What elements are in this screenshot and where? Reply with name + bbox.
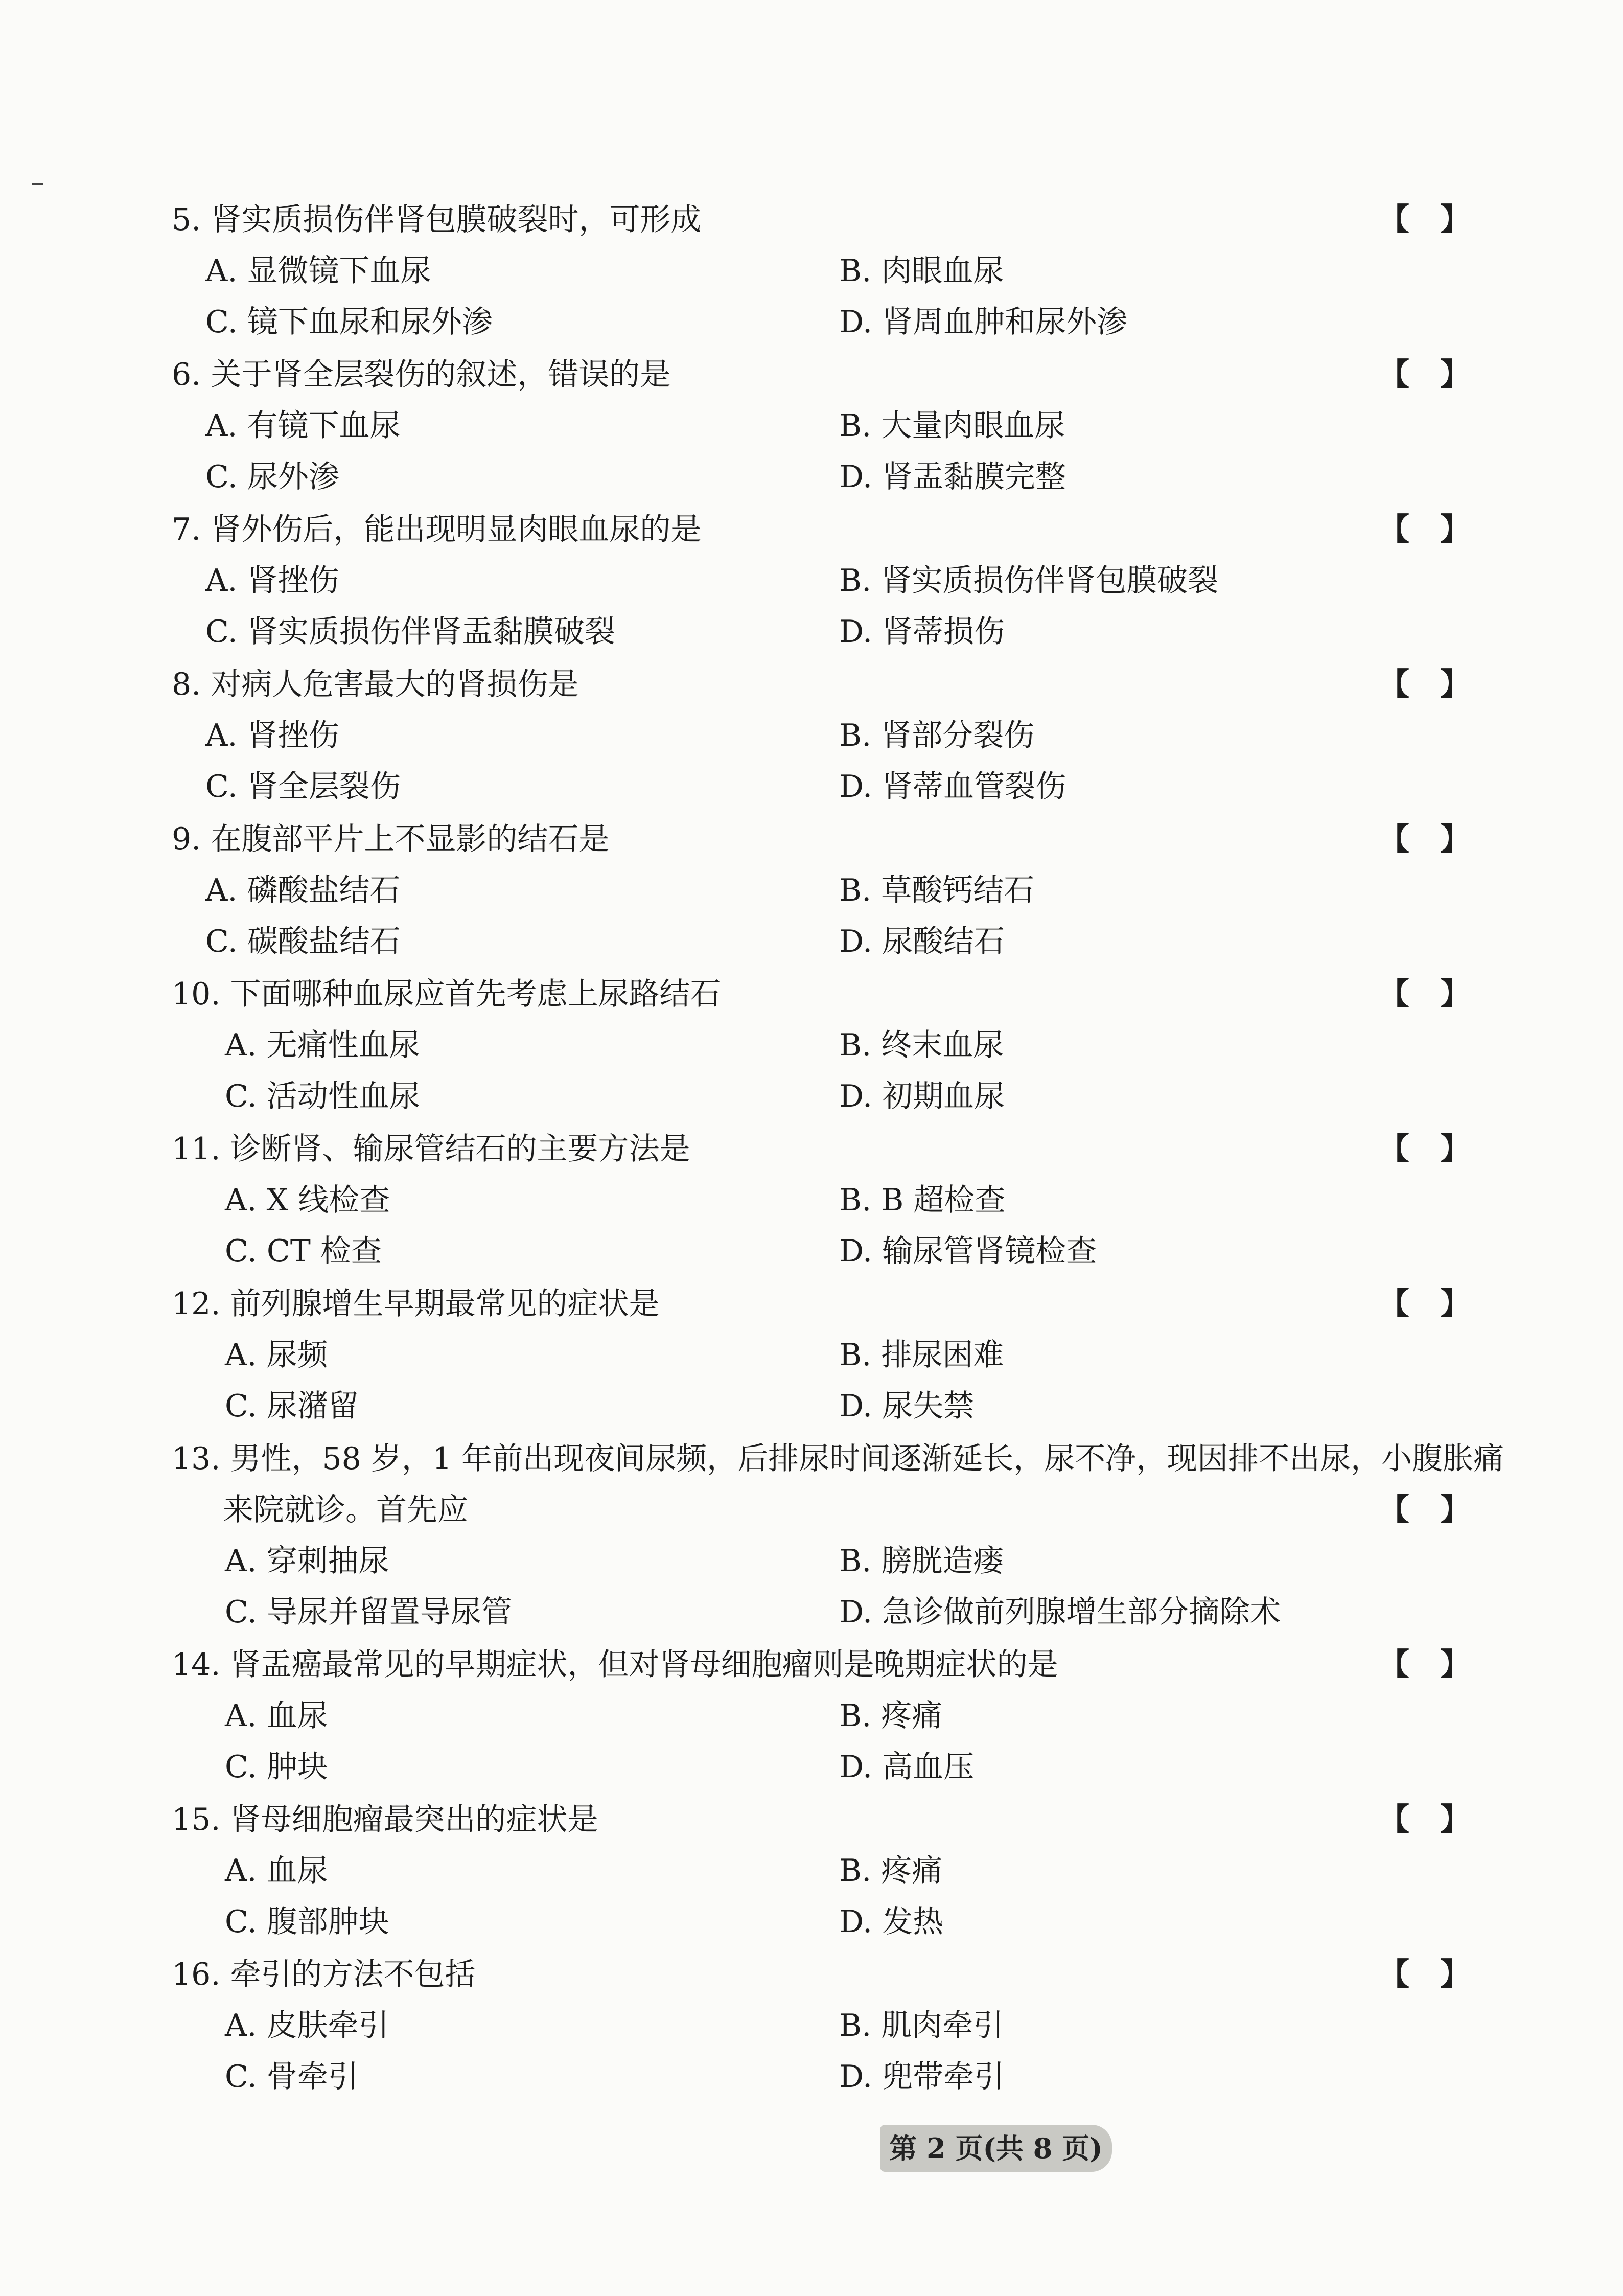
question-15 [172,1794,1521,1845]
page-number: 第 2 页(共 8 页) [880,2125,1112,2172]
question-14 [172,1639,1521,1690]
answer-bracket: 【 】 [1379,667,1471,702]
option-d: D. 初期血尿 [839,1078,1005,1114]
question-11 [172,1123,1521,1175]
question-stem: 16. 牵引的方法不包括 [172,1957,476,1992]
question-stem: 14. 肾盂癌最常见的早期症状，但对肾母细胞瘤则是晚期症状的是 [172,1647,1058,1683]
question-stem: 8. 对病人危害最大的肾损伤是 [172,667,579,702]
question-stem: 9. 在腹部平片上不显影的结石是 [172,821,610,857]
option-c: C. 碳酸盐结石 [205,924,401,959]
option-a: A. 肾挫伤 [205,718,339,753]
option-d: D. 肾蒂损伤 [839,614,1005,650]
question-stem: 12. 前列腺增生早期最常见的症状是 [172,1286,660,1322]
scan-mark [32,183,43,185]
option-b: B. 肉眼血尿 [839,253,1004,289]
answer-bracket: 【 】 [1379,357,1471,393]
option-d: D. 发热 [839,1904,944,1940]
option-d: D. 肾蒂血管裂伤 [839,769,1066,805]
option-a: A. 无痛性血尿 [225,1027,420,1063]
option-d: D. 高血压 [839,1749,975,1785]
question-stem-continued: 来院就诊。首先应 [223,1492,468,1528]
option-c: C. 活动性血尿 [225,1078,420,1114]
question-stem: 13. 男性，58 岁，1 年前出现夜间尿频，后排尿时间逐渐延长，尿不净，现因排不出尿，小腹胀痛 [172,1441,1504,1477]
question-stem: 11. 诊断肾、输尿管结石的主要方法是 [172,1131,690,1167]
answer-bracket: 【 】 [1379,1492,1471,1528]
option-a: A. 磷酸盐结石 [205,873,401,908]
option-b: B. 终末血尿 [839,1027,1004,1063]
option-d: D. 兜带牵引 [839,2059,1005,2095]
answer-bracket: 【 】 [1379,202,1471,238]
question-16 [172,1949,1521,2000]
option-d: D. 输尿管肾镜检查 [839,1233,1097,1269]
option-c: C. 镜下血尿和尿外渗 [205,304,493,340]
option-d: D. 肾周血肿和尿外渗 [839,304,1128,340]
option-a: A. 皮肤牵引 [225,2008,389,2044]
question-stem: 15. 肾母细胞瘤最突出的症状是 [172,1802,598,1838]
option-a: A. 显微镜下血尿 [205,253,431,289]
option-c: C. 尿潴留 [225,1388,359,1424]
option-a: A. 血尿 [225,1853,328,1889]
question-stem: 5. 肾实质损伤伴肾包膜破裂时，可形成 [172,202,702,238]
option-b: B. 肾部分裂伤 [839,718,1035,753]
answer-bracket: 【 】 [1379,1131,1471,1167]
question-8 [172,659,1521,710]
question-13 [172,1433,1521,1535]
option-b: B. 大量肉眼血尿 [839,408,1065,444]
option-a: A. 有镜下血尿 [205,408,401,444]
answer-bracket: 【 】 [1379,1802,1471,1838]
answer-bracket: 【 】 [1379,821,1471,857]
option-b: B. 草酸钙结石 [839,873,1035,908]
question-6 [172,349,1521,400]
question-stem: 6. 关于肾全层裂伤的叙述，错误的是 [172,357,671,393]
option-b: B. 肾实质损伤伴肾包膜破裂 [839,563,1219,599]
option-a: A. 肾挫伤 [205,563,339,599]
option-b: B. 疼痛 [839,1698,943,1734]
option-d: D. 尿酸结石 [839,924,1005,959]
option-b: B. 肌肉牵引 [839,2008,1004,2044]
option-c: C. 导尿并留置导尿管 [225,1594,512,1630]
question-9 [172,814,1521,865]
option-d: D. 急诊做前列腺增生部分摘除术 [839,1594,1281,1630]
answer-bracket: 【 】 [1379,512,1471,547]
question-7 [172,504,1521,555]
question-stem: 10. 下面哪种血尿应首先考虑上尿路结石 [172,976,721,1012]
option-c: C. CT 检查 [225,1233,382,1269]
option-b: B. 排尿困难 [839,1337,1004,1373]
option-d: D. 肾盂黏膜完整 [839,459,1066,495]
question-stem: 7. 肾外伤后，能出现明显肉眼血尿的是 [172,512,702,547]
option-a: A. 穿刺抽尿 [225,1543,389,1579]
answer-bracket: 【 】 [1379,1647,1471,1683]
answer-bracket: 【 】 [1379,1957,1471,1992]
option-c: C. 肿块 [225,1749,328,1785]
question-5 [172,194,1521,245]
option-c: C. 腹部肿块 [225,1904,389,1940]
option-d: D. 尿失禁 [839,1388,975,1424]
option-c: C. 骨牵引 [225,2059,359,2095]
option-c: C. 肾全层裂伤 [205,769,401,805]
option-c: C. 尿外渗 [205,459,339,495]
question-12 [172,1278,1521,1329]
option-b: B. 疼痛 [839,1853,943,1889]
option-c: C. 肾实质损伤伴肾盂黏膜破裂 [205,614,615,650]
option-a: A. X 线检查 [225,1182,390,1218]
option-b: B. 膀胱造瘘 [839,1543,1004,1579]
option-b: B. B 超检查 [839,1182,1006,1218]
option-a: A. 血尿 [225,1698,328,1734]
answer-bracket: 【 】 [1379,976,1471,1012]
option-a: A. 尿频 [225,1337,328,1373]
question-10 [172,969,1521,1020]
answer-bracket: 【 】 [1379,1286,1471,1322]
